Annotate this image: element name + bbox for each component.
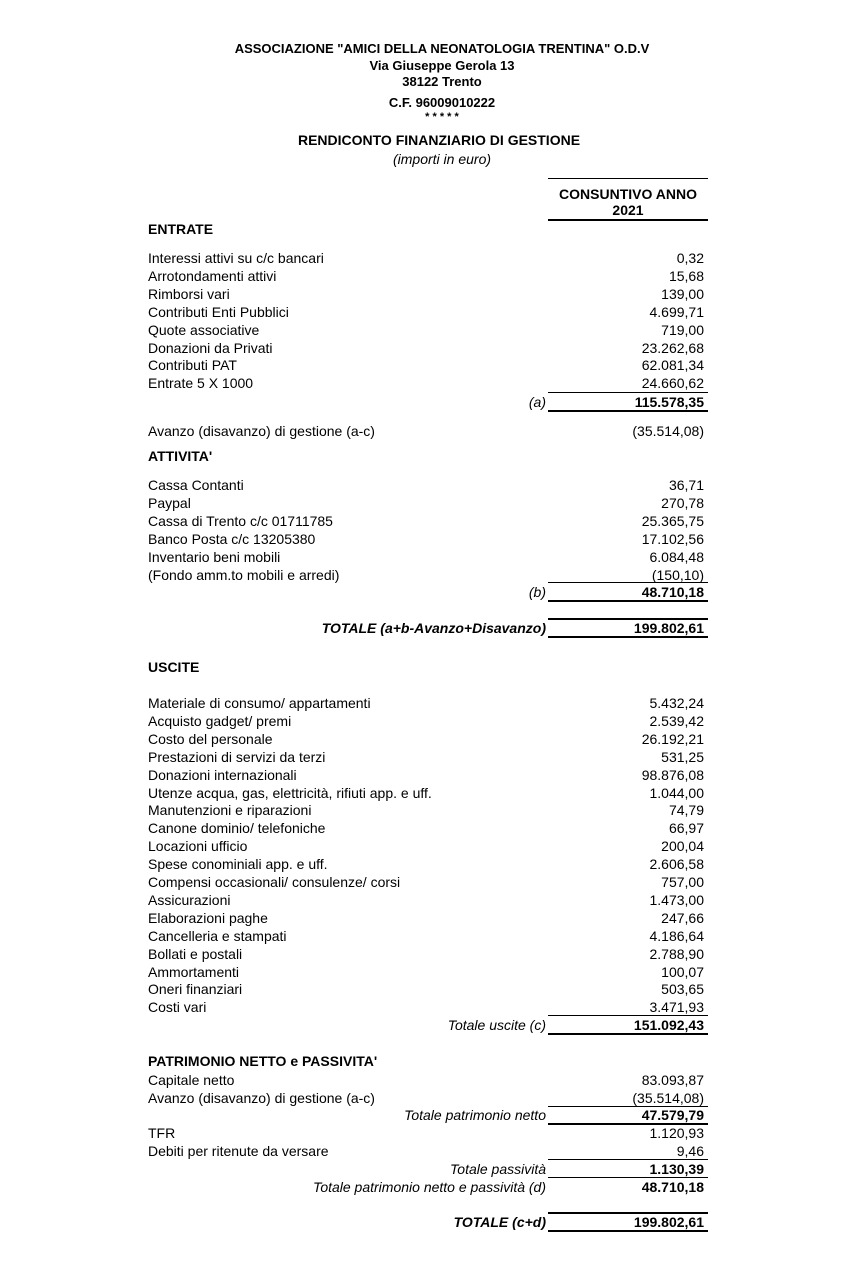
uscite-row-value: 2.788,90: [649, 945, 704, 962]
uscite-row-label: Elaborazioni paghe: [148, 909, 268, 926]
attivita-row-label: (Fondo amm.to mobili e arredi): [148, 566, 340, 583]
uscite-row-label: Assicurazioni: [148, 891, 231, 908]
uscite-row-label: Prestazioni di servizi da terzi: [148, 748, 326, 765]
attivita-row-label: Banco Posta c/c 13205380: [148, 530, 316, 547]
totale-cd-bottom-rule: [548, 1230, 708, 1232]
uscite-row-value: 2.539,42: [649, 712, 704, 729]
entrate-row-label: Interessi attivi su c/c bancari: [148, 250, 324, 266]
uscite-row-value: 200,04: [661, 838, 704, 855]
capitale-netto-value: 83.093,87: [641, 1072, 704, 1088]
entrate-total-rule: [548, 410, 708, 412]
attivita-row-value: (150,10): [651, 566, 704, 583]
uscite-row-value: 26.192,21: [641, 730, 704, 747]
attivita-row-value: 25.365,75: [641, 512, 704, 529]
entrate-heading: ENTRATE: [148, 221, 214, 237]
entrate-row-label: Entrate 5 X 1000: [148, 375, 254, 392]
uscite-row-value: 531,25: [661, 748, 704, 765]
uscite-row-value: 4.186,64: [649, 927, 704, 944]
uscite-total-label: Totale uscite (c): [447, 1017, 546, 1033]
attivita-row-value: 17.102,56: [641, 530, 704, 547]
totale-pn-passivita-label: Totale patrimonio netto e passività (d): [313, 1179, 546, 1195]
uscite-row-label: Spese conominiali app. e uff.: [148, 856, 328, 873]
entrate-row-label: Contributi Enti Pubblici: [148, 303, 289, 320]
uscite-heading: USCITE: [148, 659, 200, 675]
attivita-row-value: 6.084,48: [649, 548, 704, 565]
column-header-line1: CONSUNTIVO ANNO: [559, 186, 697, 202]
entrate-row-label: Donazioni da Privati: [148, 339, 273, 356]
uscite-row-value: 1.473,00: [649, 891, 704, 908]
attivita-row-label: Cassa Contanti: [148, 477, 244, 493]
entrate-row-value: 62.081,34: [641, 357, 704, 374]
uscite-row-label: Costo del personale: [148, 730, 273, 747]
tfr-label: TFR: [148, 1125, 176, 1141]
uscite-row-label: Locazioni ufficio: [148, 838, 248, 855]
uscite-row-value: 2.606,58: [649, 856, 704, 873]
patrimonio-avanzo-label: Avanzo (disavanzo) di gestione (a-c): [148, 1090, 375, 1106]
uscite-row-label: Acquisto gadget/ premi: [148, 712, 292, 729]
patrimonio-avanzo-value: (35.514,08): [632, 1090, 704, 1106]
uscite-row-label: Oneri finanziari: [148, 981, 243, 998]
entrate-row-label: Rimborsi vari: [148, 285, 230, 302]
uscite-row-label: Utenze acqua, gas, elettricità, rifiuti app. e uff.: [148, 784, 432, 801]
entrate-total-value: 115.578,35: [634, 394, 704, 410]
uscite-row-value: 98.876,08: [641, 766, 704, 783]
column-header-line2: 2021: [612, 202, 644, 218]
column-top-rule: [548, 178, 708, 179]
totale-cd-label: TOTALE (c+d): [453, 1214, 546, 1230]
uscite-total-rule: [548, 1033, 708, 1035]
tfr-value: 1.120,93: [649, 1125, 704, 1141]
entrate-row-value: 15,68: [668, 267, 704, 284]
uscite-row-value: 5.432,24: [649, 695, 704, 711]
report-title: RENDICONTO FINANZIARIO DI GESTIONE: [297, 132, 581, 148]
uscite-row-label: Materiale di consumo/ appartamenti: [148, 695, 371, 711]
avanzo-value: (35.514,08): [632, 423, 704, 439]
separator-stars: * * * * *: [425, 111, 459, 123]
uscite-total-value: 151.092,43: [633, 1017, 704, 1033]
capitale-netto-label: Capitale netto: [148, 1072, 235, 1088]
uscite-row-label: Canone dominio/ telefoniche: [148, 820, 326, 837]
uscite-row-label: Bollati e postali: [148, 945, 243, 962]
entrate-row-value: 23.262,68: [641, 339, 704, 356]
avanzo-label: Avanzo (disavanzo) di gestione (a-c): [148, 423, 375, 439]
entrate-row-value: 24.660,62: [641, 375, 704, 392]
entrate-total-label: (a): [528, 394, 546, 410]
entrate-row-label: Arrotondamenti attivi: [148, 267, 277, 284]
totale-passivita-value: 1.130,39: [649, 1161, 704, 1177]
uscite-row-label: Compensi occasionali/ consulenze/ corsi: [148, 874, 401, 890]
uscite-row-label: Cancelleria e stampati: [148, 927, 287, 944]
attivita-row-label: Paypal: [148, 494, 191, 511]
totale-ab-label: TOTALE (a+b-Avanzo+Disavanzo): [321, 620, 546, 636]
totale-cd-value: 199.802,61: [633, 1214, 704, 1230]
entrate-row-value: 4.699,71: [649, 303, 704, 320]
uscite-row-value: 100,07: [661, 963, 704, 980]
patrimonio-heading: PATRIMONIO NETTO e PASSIVITA': [148, 1053, 378, 1069]
fiscal-code: C.F. 96009010222: [388, 95, 496, 110]
totale-passivita-label: Totale passività: [450, 1161, 546, 1177]
uscite-row-value: 3.471,93: [649, 999, 704, 1016]
uscite-row-label: Donazioni internazionali: [148, 766, 297, 783]
totale-ab-bottom-rule: [548, 636, 708, 638]
debiti-value: 9,46: [676, 1143, 704, 1159]
totale-pn-passivita-value: 48.710,18: [641, 1179, 704, 1195]
debiti-label: Debiti per ritenute da versare: [148, 1143, 329, 1159]
uscite-row-value: 74,79: [668, 802, 704, 819]
org-city: 38122 Trento: [402, 74, 482, 89]
attivita-total-value: 48.710,18: [641, 584, 704, 600]
uscite-row-value: 1.044,00: [649, 784, 704, 801]
org-street: Via Giuseppe Gerola 13: [369, 58, 515, 73]
attivita-heading: ATTIVITA': [148, 448, 213, 464]
attivita-row-label: Inventario beni mobili: [148, 548, 281, 565]
uscite-row-value: 247,66: [661, 909, 704, 926]
org-name: ASSOCIAZIONE "AMICI DELLA NEONATOLOGIA TRENTINA" O.D.V: [234, 41, 650, 56]
entrate-row-label: Contributi PAT: [148, 357, 237, 374]
entrate-row-value: 139,00: [661, 285, 704, 302]
attivita-row-value: 270,78: [661, 494, 704, 511]
entrate-row-value: 0,32: [676, 250, 704, 266]
totale-ab-value: 199.802,61: [633, 620, 704, 636]
column-header-rule: [548, 219, 708, 221]
uscite-row-value: 66,97: [668, 820, 704, 837]
uscite-row-label: Ammortamenti: [148, 963, 240, 980]
uscite-row-value: 503,65: [661, 981, 704, 998]
entrate-row-label: Quote associative: [148, 321, 260, 338]
attivita-row-value: 36,71: [668, 477, 704, 493]
totale-patrimonio-netto-label: Totale patrimonio netto: [404, 1107, 546, 1123]
column-header: [548, 186, 708, 218]
entrate-row-value: 719,00: [661, 321, 704, 338]
uscite-row-label: Costi vari: [148, 999, 207, 1016]
totale-patrimonio-netto-value: 47.579,79: [641, 1107, 704, 1123]
uscite-row-value: 757,00: [661, 874, 704, 890]
attivita-row-label: Cassa di Trento c/c 01711785: [148, 512, 333, 529]
report-subtitle: (importi in euro): [392, 151, 492, 167]
attivita-total-label: (b): [528, 584, 546, 600]
uscite-row-label: Manutenzioni e riparazioni: [148, 802, 312, 819]
attivita-total-rule: [548, 600, 708, 602]
